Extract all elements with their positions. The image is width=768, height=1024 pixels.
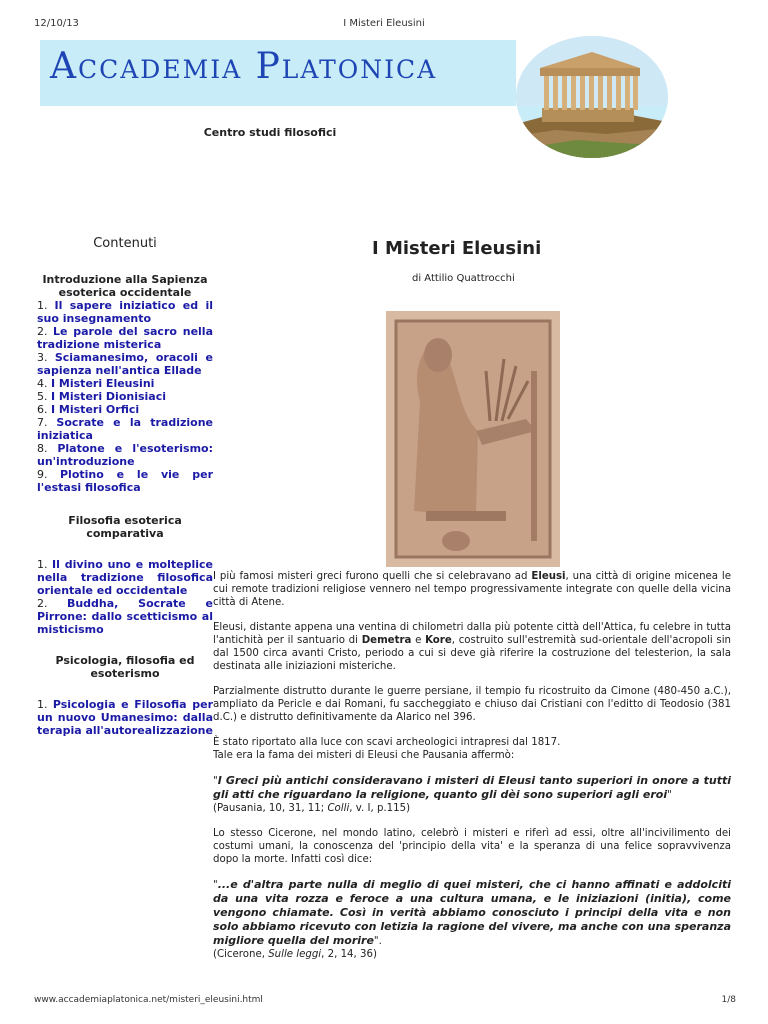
sidebar-section-title: Introduzione alla Sapienza esoterica occidentale (42, 273, 208, 299)
item-number: 2. (37, 325, 48, 338)
site-subtitle: Centro studi filosofici (203, 126, 337, 139)
paragraph: Eleusi, distante appena una ventina di chilometri dalla più potente città dell'Attica, fu celebre in tutta l'antichità per il santuario di Demetra e Kore, costruito sull'estremità sud-orientale dell'acropoli sin dal 1500 circa avanti Cristo, periodo a cui si deve già riferire la costruzione del telesterion, la sala destinata alle iniziazioni misteriche. (213, 622, 732, 672)
print-url: www.accademiaplatonica.net/misteri_eleusini.html (34, 995, 263, 1005)
sidebar-link[interactable]: I Misteri Orfici (51, 403, 140, 416)
list-item (37, 468, 213, 494)
item-number: 1. (37, 558, 48, 571)
sidebar-link[interactable]: I Misteri Dionisiaci (51, 390, 167, 403)
list-item (37, 558, 213, 597)
item-number: 1. (37, 299, 48, 312)
sidebar-link[interactable]: Buddha, Socrate e Pirrone: dallo scetticismo al misticismo (37, 597, 213, 636)
sidebar-link[interactable]: Sciamanesimo, oracoli e sapienza nell'antica Ellade (37, 351, 213, 377)
sidebar-link[interactable]: Socrate e la tradizione iniziatica (37, 416, 214, 442)
article-body (213, 570, 731, 973)
sidebar-link[interactable]: Le parole del sacro nella tradizione misterica (37, 325, 213, 351)
item-number: 8. (37, 442, 48, 455)
sidebar-link[interactable]: Plotino e le vie per l'estasi filosofica (37, 468, 213, 494)
sidebar-list (37, 299, 213, 494)
list-item (37, 390, 213, 403)
print-title: I Misteri Eleusini (343, 18, 425, 29)
list-item (37, 403, 213, 416)
list-item (37, 597, 213, 636)
item-number: 6. (37, 403, 48, 416)
sidebar-link[interactable]: Il divino uno e molteplice nella tradizione filosofica orientale ed occidentale (37, 558, 213, 597)
sidebar-list (37, 558, 213, 636)
paragraph: I più famosi misteri greci furono quelli che si celebravano ad Eleusi, una città di origine micenea le cui remote tradizioni religiose vennero nel tempo progressivamente integrate con quelle della vicina città di Atene. (213, 571, 731, 608)
sidebar-title: Contenuti (93, 236, 157, 251)
sidebar-list (37, 698, 213, 737)
paragraph: È stato riportato alla luce con scavi archeologici intrapresi dal 1817. Tale era la fama dei misteri di Eleusi che Pausania affermò: (213, 737, 561, 761)
parthenon-image (516, 36, 668, 158)
blockquote: "I Greci più antichi consideravano i misteri di Eleusi tanto superiori in onore a tutti gli atti che riguardano la religione, quanto gli dèi sono superiori agli eroi" (Pausania, 10, 31, 11; Colli, v. I, p.115) (213, 774, 731, 814)
paragraph: Parzialmente distrutto durante le guerre persiane, il tempio fu ricostruito da Cimone (480-450 a.C.), ampliato da Pericle e dai Romani, fu saccheggiato e chiuso dai Cristiani con l'editto di Teodosio (381 d.C.) e distrutto definitivamente da Alarico nel 396. (213, 686, 731, 723)
list-item (37, 442, 213, 468)
sidebar-link[interactable]: Platone e l'esoterismo: un'introduzione (37, 442, 213, 468)
list-item (37, 351, 213, 377)
article-title: I Misteri Eleusini (372, 238, 542, 259)
list-item (37, 698, 213, 737)
blockquote: "...e d'altra parte nulla di meglio di quei misteri, che ci hanno affinati e addolciti da una vita rozza e feroce a una cultura umana, e le iniziazioni (initia), come vengono chiamate. Così in verità abbiamo conosciuto i principi della vita e non solo abbiamo ricevuto con letizia la ragione del vivere, ma anche con una speranza migliore quella del morire". (Cicerone, Sulle leggi, 2, 14, 36) (213, 878, 731, 960)
item-number: 9. (37, 468, 48, 481)
sidebar-section-title: Psicologia, filosofia ed esoterismo (55, 654, 195, 680)
list-item (37, 299, 213, 325)
article-author: di Attilio Quattrocchi (412, 273, 515, 284)
site-logo-text: Accademia Platonica (50, 46, 438, 87)
sidebar-contents (37, 236, 213, 737)
item-number: 2. (37, 597, 48, 610)
site-banner[interactable] (40, 40, 516, 106)
print-date: 12/10/13 (34, 18, 79, 29)
paragraph: Lo stesso Cicerone, nel mondo latino, celebrò i misteri e riferì ad essi, oltre all'incivilimento dei costumi umani, la conoscenza del 'principio della vita' e la speranza di una felice sopravvivenza dopo la morte. Infatti così dice: (213, 828, 731, 865)
list-item (37, 416, 213, 442)
item-number: 4. (37, 377, 48, 390)
sidebar-section-title: Filosofia esoterica comparativa (68, 514, 182, 540)
list-item (37, 377, 213, 390)
sidebar-link[interactable]: Psicologia e Filosofia per un nuovo Umanesimo: dalla terapia all'autorealizzazione (37, 698, 214, 737)
item-number: 5. (37, 390, 48, 403)
item-number: 7. (37, 416, 48, 429)
sidebar-link[interactable]: Il sapere iniziatico ed il suo insegnamento (37, 299, 213, 325)
print-page-number: 1/8 (721, 995, 736, 1005)
demeter-relief-image (386, 311, 560, 567)
item-number: 3. (37, 351, 48, 364)
item-number: 1. (37, 698, 48, 711)
sidebar-link[interactable]: I Misteri Eleusini (51, 377, 155, 390)
list-item (37, 325, 213, 351)
